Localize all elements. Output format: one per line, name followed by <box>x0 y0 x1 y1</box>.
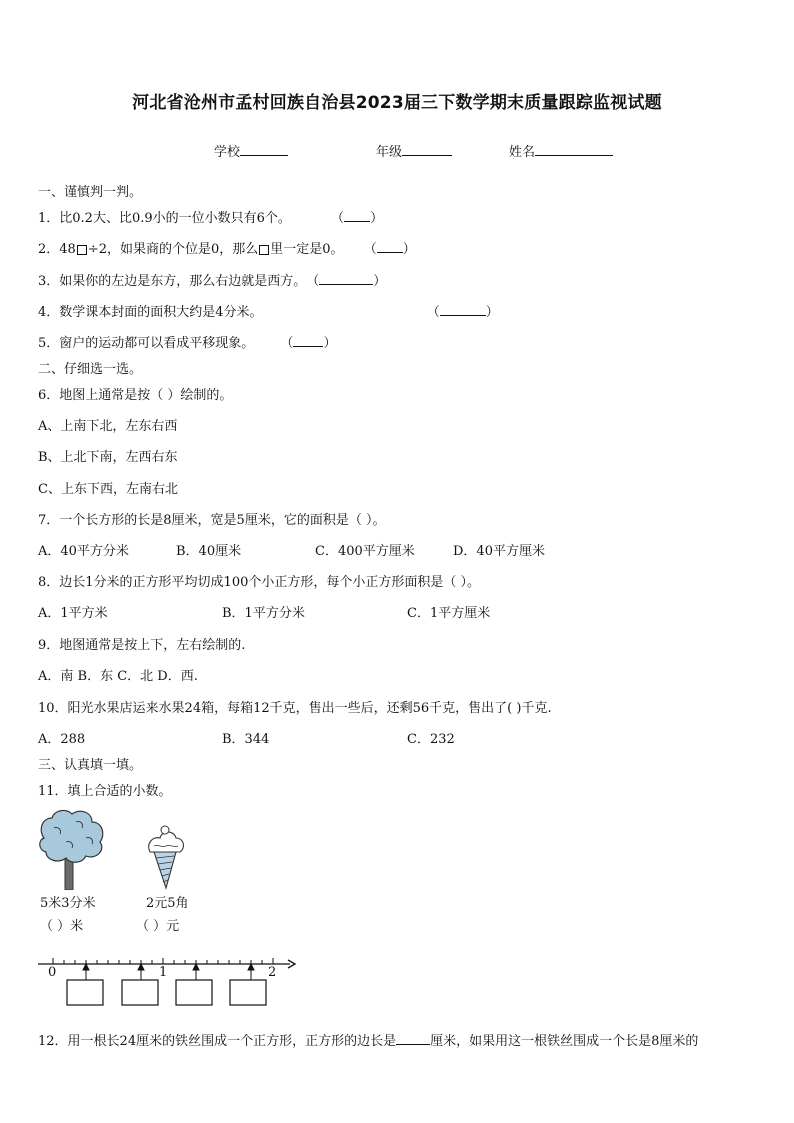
q7-option-c[interactable]: C．400平方厘米 <box>315 544 415 559</box>
section-3-heading: 三、认真填一填。 <box>38 758 143 773</box>
axis-label-1: 1 <box>159 965 168 980</box>
question-10: 10．阳光水果店运来水果24箱，每箱12千克，售出一些后，还剩56千克，售出了( )千克. <box>38 701 552 716</box>
q2-answer[interactable]: （ ） <box>363 242 416 257</box>
q4-text: 4．数学课本封面的面积大约是4分米。 <box>38 305 263 320</box>
question-3 <box>38 270 386 289</box>
q5-answer[interactable]: （ ） <box>280 336 337 351</box>
grade-blank[interactable] <box>402 143 452 156</box>
school-label: 学校 <box>214 145 241 160</box>
blank-box-icon <box>259 245 269 255</box>
q3-answer[interactable]: （ ） <box>306 274 387 289</box>
q10-option-c[interactable]: C．232 <box>407 732 455 747</box>
blank-box-icon <box>77 245 87 255</box>
q7-option-a[interactable]: A．40平方分米 <box>38 544 129 559</box>
axis-label-0: 0 <box>48 965 57 980</box>
ice-cream-answer-blank[interactable]: （ ）元 <box>136 919 180 934</box>
page-title: 河北省沧州市孟村回族自治县2023届三下数学期末质量跟踪监视试题 <box>132 93 662 113</box>
question-7: 7．一个长方形的长是8厘米，宽是5厘米，它的面积是（ ）。 <box>38 513 386 528</box>
q10-option-b[interactable]: B．344 <box>222 732 270 747</box>
q7-option-d[interactable]: D．40平方厘米 <box>453 544 545 559</box>
axis-label-2: 2 <box>268 965 277 980</box>
q8-option-a[interactable]: A．1平方米 <box>38 606 108 621</box>
q8-option-c[interactable]: C．1平方厘米 <box>407 606 491 621</box>
question-9: 9．地图通常是按上下，左右绘制的. <box>38 638 246 653</box>
question-12: 12．用一根长24厘米的铁丝围成一个正方形，正方形的边长是 厘米，如果用这一根铁丝围成一个长是8厘米的 <box>38 1034 699 1049</box>
question-8: 8．边长1分米的正方形平均切成100个小正方形，每个小正方形面积是（ ）。 <box>38 575 480 590</box>
school-blank[interactable] <box>240 143 288 156</box>
q12-blank[interactable] <box>396 1033 430 1045</box>
number-line-box-2[interactable] <box>122 980 158 1005</box>
q4-answer[interactable]: （ ） <box>426 305 499 320</box>
tree-icon <box>36 808 108 890</box>
q6-option-c[interactable]: C、上东下西，左南右北 <box>38 482 178 497</box>
tree-answer-blank[interactable]: （ ）米 <box>40 919 84 934</box>
q5-text: 5．窗户的运动都可以看成平移现象。 <box>38 336 255 351</box>
q10-option-a[interactable]: A．288 <box>38 732 86 747</box>
number-line-box-3[interactable] <box>176 980 212 1005</box>
name-field <box>509 141 613 160</box>
number-line <box>36 956 298 1008</box>
section-2-heading: 二、仔细选一选。 <box>38 362 143 377</box>
school-field <box>214 141 288 160</box>
q6-option-b[interactable]: B、上北下南，左西右东 <box>38 450 178 465</box>
grade-field <box>376 141 452 160</box>
question-2: 2．48 ÷2，如果商的个位是0，那么 里一定是0。 （ ） <box>38 238 416 257</box>
q9-options[interactable]: A．南 B．东 C．北 D．西. <box>38 669 198 684</box>
question-5 <box>38 332 336 351</box>
ice-cream-icon <box>140 822 188 890</box>
section-1-heading: 一、谨慎判一判。 <box>38 185 143 200</box>
q6-option-a[interactable]: A、上南下北，左东右西 <box>38 419 178 434</box>
q1-answer[interactable]: （ ） <box>331 211 384 226</box>
number-line-box-4[interactable] <box>230 980 266 1005</box>
q8-option-b[interactable]: B．1平方分米 <box>222 606 305 621</box>
tree-caption: 5米3分米 <box>40 896 96 911</box>
name-label: 姓名 <box>509 145 536 160</box>
q1-text: 1．比0.2大、比0.9小的一位小数只有6个。 <box>38 211 291 226</box>
question-11: 11．填上合适的小数。 <box>38 784 172 799</box>
name-blank[interactable] <box>535 143 613 156</box>
question-4 <box>38 301 499 320</box>
grade-label: 年级 <box>376 145 403 160</box>
question-6: 6．地图上通常是按（ ）绘制的。 <box>38 388 233 403</box>
question-1 <box>38 207 383 226</box>
q3-text: 3．如果你的左边是东方，那么右边就是西方。 <box>38 274 307 289</box>
q7-option-b[interactable]: B．40厘米 <box>176 544 242 559</box>
ice-cream-caption: 2元5角 <box>146 896 189 911</box>
number-line-box-1[interactable] <box>67 980 103 1005</box>
